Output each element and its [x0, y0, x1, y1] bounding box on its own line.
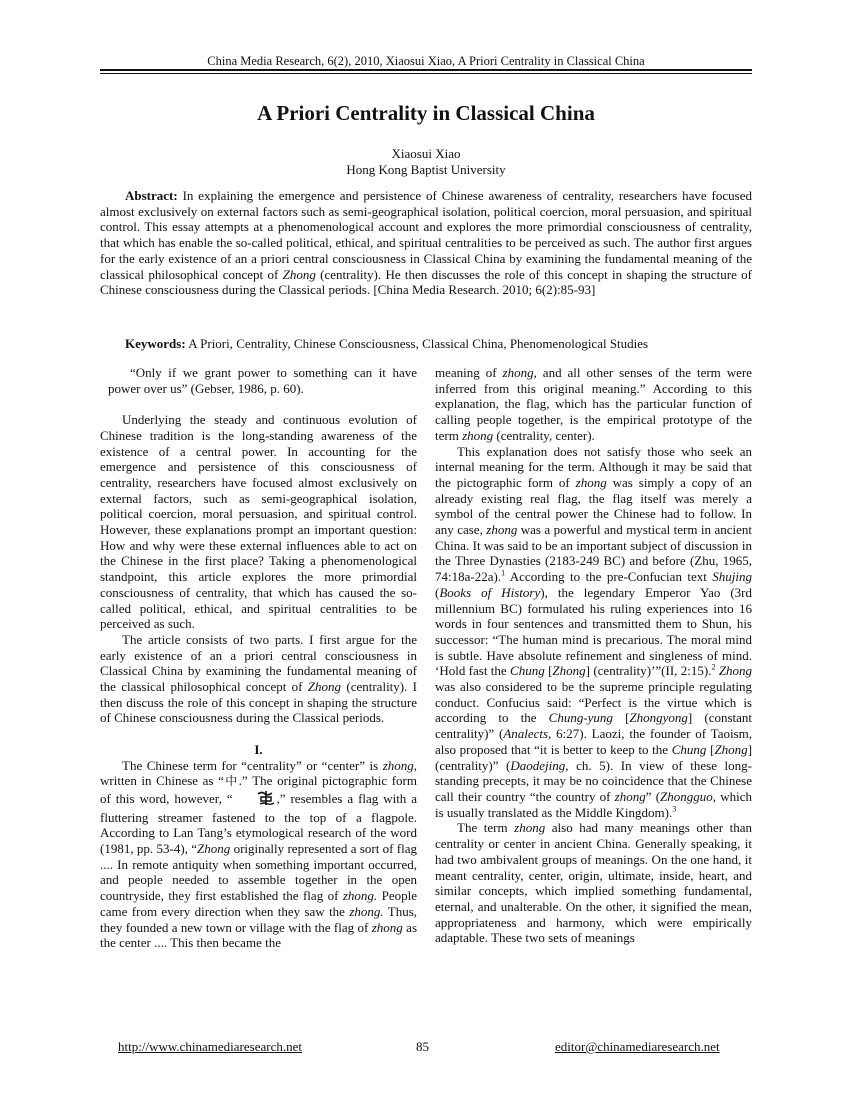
editor-email-link[interactable]: editor@chinamediaresearch.net: [555, 1039, 720, 1054]
header-rule-thick: [100, 69, 752, 71]
author-name: Xiaosui Xiao: [391, 146, 461, 161]
intro-paragraph-2: The article consists of two parts. I first argue for the early existence of an a priori central consciousness in Classical China by examining the fundamental meaning of the classical philosophical concept of Zhong (centrality). I then discuss the role of this concept in shaping the structure of Chinese consciousness during the Classical periods.: [100, 631, 418, 726]
footnote-marker: 1: [501, 568, 506, 578]
header-rule-thin: [100, 73, 752, 74]
right-paragraph-3: The term zhong also had many meanings other than centrality or center in ancient China. Generally speaking, it had two ambivalent groups of meanings. On the one hand, it meant centrality, center, origin, ultimate, inside, heart, and similar concepts, which implied something fundamental, eternal, and unalterable. On the other, it signified the mean, appropriateness and harmony, which were empirically adaptable. These two sets of meanings: [435, 820, 752, 946]
intro-paragraph-1: Underlying the steady and continuous evolution of Chinese tradition is the long-standing awareness of the existence of a central power. In accounting for the emergence and persistence of this consciousness of centrality, researchers have focused almost exclusively on external factors, such as semi-geographical isolation, political coercion, moral persuasion, and spiritual control. However, these explanations prompt an important question: How and why were these external influences able to act on the Chinese in the first place? Taking a phenomenological standpoint, this article explores the more primordial consciousness of centrality, that which has caused the so-called political, ethical, and spiritual centralities to be perceived as such.: [100, 412, 417, 632]
footnote-marker: 2: [711, 663, 716, 673]
right-column: [435, 365, 752, 946]
ancient-zhong-pictograph-icon: [233, 790, 277, 810]
keywords: [100, 336, 752, 352]
section-1-paragraph-1: The Chinese term for “centrality” or “center” is zhong, written in Chinese as “中.” The original pictographic form of this word, however, “ ,” resembles a flag with a fluttering streamer fastened to the top of a flagpole. According to Lan Tang’s etymological research of the word (1981, pp. 53-4), “Zhong originally represented a sort of flag .... In remote antiquity when something important occurred, and people needed to assemble together in the open countryside, they first established the flag of zhong. People came from every direction when they saw the zhong. Thus, they founded a new town or village with the flag of zhong as the center .... This then became the: [100, 757, 418, 951]
epigraph: “Only if we grant power to something can it have power over us” (Gebser, 1986, p. 60).: [108, 365, 417, 396]
abstract-text-end: (centrality). He then discusses the role of this concept in shaping the structure of Chinese consciousness during the Classical periods. [China Media Research. 2010; 6(2):85-93]: [100, 266, 752, 298]
page-number: 85: [416, 1039, 429, 1054]
footnote-marker: 3: [672, 804, 677, 814]
running-head: China Media Research, 6(2), 2010, Xiaosui Xiao, A Priori Centrality in Classical China: [207, 54, 645, 68]
abstract: [100, 188, 752, 298]
right-paragraph-1: meaning of zhong, and all other senses of the term were inferred from this original meaning.” According to this explanation, the flag, which has the particular function of calling people together, is the empirical prototype of the term zhong (centrality, center).: [435, 365, 753, 443]
left-column: [100, 365, 417, 951]
abstract-text: In explaining the emergence and persistence of Chinese awareness of centrality, researchers have focused almost exclusively on external factors such as semi-geographical isolation, political coercion, moral persuasion, and spiritual control. This essay attempts at a phenomenological account and explores the more primordial consciousness of centrality, that which has enable the so-called political, ethical, and spiritual centralities to be perceived as such. The author first argues for the early existence of an a priori central consciousness in Classical China by examining the fundamental meaning of the classical philosophical concept of: [100, 188, 752, 282]
journal-website-link[interactable]: http://www.chinamediaresearch.net: [118, 1039, 302, 1054]
keywords-text: A Priori, Centrality, Chinese Consciousness, Classical China, Phenomenological Studies: [188, 336, 649, 351]
author-affiliation: Hong Kong Baptist University: [346, 162, 506, 177]
keywords-label: Keywords:: [125, 336, 186, 351]
abstract-label: Abstract:: [125, 188, 178, 203]
article-title: A Priori Centrality in Classical China: [257, 101, 595, 125]
right-paragraph-2: This explanation does not satisfy those who seek an internal meaning for the term. Although it may be said that the pictographic form of zhong was simply a copy of an already existing real flag, the flag itself was merely a symbol of the central power the Chinese had to follow. In any case, zhong was a powerful and mystical term in ancient China. It was said to be an important subject of discussion in the Three Dynasties (2183-249 BC) and before (Zhu, 1965, 74:18a-22a).$^1$ According to the pre-Confucian text Shujing (Books of History), the legendary Emperor Yao (3rd millennium BC) formulated his ruling experiences into 16 words in four sentences and transmitted them to Shun, his successor: “The human mind is precarious. The moral mind is subtle. Have absolute refinement and singleness of mind. ‘Hold fast the Chung [Zhong] (centrality)’”(II, 2:15).$^2$ Zhong was also considered to be the supreme principle regulating conduct. Confucius said: “Perfect is the virtue which is according to the Chung-yung [Zhongyong] (constant centrality)” (Analects, 6:27). Laozi, the founder of Taoism, also proposed that “it is better to keep to the Chung [Zhong] (centrality)” (Daodejing, ch. 5). In view of these long-standing precepts, it may be no coincidence that the Chinese call their country “the country of zhong” (Zhongguo, which is usually translated as the Middle Kingdom).$^3$: [435, 443, 753, 820]
section-heading: I.: [254, 741, 263, 757]
abstract-term: Zhong: [282, 266, 316, 282]
zhong-character: 中: [223, 774, 239, 789]
